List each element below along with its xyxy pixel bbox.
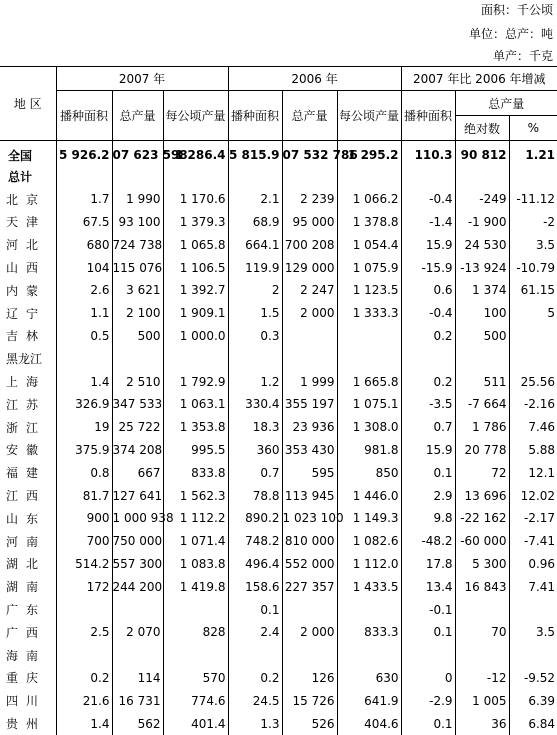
table-cell: 375.9 (56, 439, 112, 462)
table-cell (163, 347, 228, 370)
table-cell: 641.9 (337, 689, 401, 712)
table-cell: 667 (112, 461, 163, 484)
table-cell: 2.1 (228, 188, 282, 211)
table-cell: 78.8 (228, 484, 282, 507)
table-cell: -7 664 (455, 393, 509, 416)
table-cell: 981.8 (337, 439, 401, 462)
table-cell: -22 162 (455, 507, 509, 530)
table-row (0, 439, 557, 462)
table-cell: 81.7 (56, 484, 112, 507)
region-cell: 广西 (0, 621, 56, 644)
table-cell: 2 247 (282, 279, 337, 302)
table-cell (282, 644, 337, 667)
region-cell: 北京 (0, 188, 56, 211)
table-cell: 1 170.6 (163, 188, 228, 211)
table-cell: 347 533 (112, 393, 163, 416)
table-cell: 5 926.2 (56, 141, 112, 166)
table-cell: 1 909.1 (163, 302, 228, 325)
region-cell: 河北 (0, 233, 56, 256)
table-cell: 326.9 (56, 393, 112, 416)
table-cell: 2 (228, 279, 282, 302)
table-cell (509, 347, 557, 370)
table-cell: -60 000 (455, 530, 509, 553)
table-cell: 1.1 (56, 302, 112, 325)
table-cell: 110.3 (401, 141, 455, 166)
table-cell: 1 075.9 (337, 256, 401, 279)
table-cell: 724 738 (112, 233, 163, 256)
table-cell: 1 000 938 (112, 507, 163, 530)
area-unit-note: 面积：千公顷 (480, 3, 553, 17)
region-cell: 广东 (0, 598, 56, 621)
table-cell: 2.5 (56, 621, 112, 644)
table-cell: 07 532 786 (282, 141, 337, 166)
table-cell: 1 000.0 (163, 325, 228, 348)
table-cell: 1.21 (525, 148, 556, 162)
table-cell (56, 598, 112, 621)
table-cell: 1.3 (228, 712, 282, 735)
region-cell: 山东 (0, 507, 56, 530)
table-cell: -3.5 (401, 393, 455, 416)
table-cell: 1 066.2 (337, 188, 401, 211)
table-cell: 6.84 (528, 716, 556, 731)
table-cell: 890.2 (228, 507, 282, 530)
table-cell: 70 (455, 621, 509, 644)
table-cell (112, 644, 163, 667)
table-cell: 20 778 (455, 439, 509, 462)
table-row (0, 644, 557, 667)
table-row (0, 325, 557, 348)
table-cell: 562 (112, 712, 163, 735)
table-cell (337, 644, 401, 667)
region-cell: 黑龙江 (0, 347, 56, 370)
total-row-label2: 总计 (0, 165, 56, 188)
table-cell: 1 063.1 (163, 393, 228, 416)
output-2007-header: 总产量 (112, 91, 163, 141)
table-cell: 1 112.0 (337, 553, 401, 576)
table-cell: 355 197 (282, 393, 337, 416)
table-cell: 2 070 (112, 621, 163, 644)
yield-unit-note: 单产：千克 (492, 49, 553, 63)
table-cell: 774.6 (163, 689, 228, 712)
table-cell: 1 071.4 (163, 530, 228, 553)
table-cell (401, 347, 455, 370)
table-cell: 67.5 (56, 211, 112, 234)
table-cell: 1 083.8 (163, 553, 228, 576)
table-cell: 374 208 (112, 439, 163, 462)
output-unit-note: 单位：总产：吨 (468, 27, 553, 41)
table-cell (112, 347, 163, 370)
table-row (0, 347, 557, 370)
table-cell: 1 286.4 (163, 141, 228, 166)
table-cell: 1 419.8 (163, 575, 228, 598)
table-cell: 1 353.8 (163, 416, 228, 439)
table-cell: 5 815.9 (228, 141, 282, 166)
table-row (0, 621, 557, 644)
table-cell: 595 (282, 461, 337, 484)
table-cell: 2 100 (112, 302, 163, 325)
table-cell: 25.56 (520, 374, 556, 389)
table-cell: 995.5 (163, 439, 228, 462)
region-cell: 湖北 (0, 553, 56, 576)
table-cell (163, 598, 228, 621)
table-cell: 557 300 (112, 553, 163, 576)
table-cell: 1 295.2 (337, 141, 401, 166)
table-cell: 12.1 (528, 465, 556, 480)
table-cell: 526 (282, 712, 337, 735)
region-cell: 山西 (0, 256, 56, 279)
table-cell (455, 598, 509, 621)
table-cell: 129 000 (282, 256, 337, 279)
table-cell: 1.4 (56, 370, 112, 393)
table-cell: 227 357 (282, 575, 337, 598)
region-cell: 安徽 (0, 439, 56, 462)
table-cell: 113 945 (282, 484, 337, 507)
table-cell: 127 641 (112, 484, 163, 507)
table-cell: 1 378.8 (337, 211, 401, 234)
region-header: 地 区 (0, 67, 56, 141)
table-cell: 1 082.6 (337, 530, 401, 553)
table-cell (282, 325, 337, 348)
table-cell: 12.02 (520, 488, 556, 503)
table-cell: 126 (282, 667, 337, 690)
table-cell: 1 562.3 (163, 484, 228, 507)
table-row (0, 279, 557, 302)
table-cell: 1 308.0 (337, 416, 401, 439)
table-cell: 0.5 (56, 325, 112, 348)
table-cell: -13 924 (455, 256, 509, 279)
region-cell: 贵州 (0, 712, 56, 735)
table-cell: 511 (455, 370, 509, 393)
statistics-table (0, 66, 557, 735)
table-cell: -1.4 (401, 211, 455, 234)
total-row-sublabel (0, 165, 557, 188)
table-cell: 172 (56, 575, 112, 598)
table-cell: 404.6 (337, 712, 401, 735)
table-cell: -249 (455, 188, 509, 211)
table-cell: 0.2 (56, 667, 112, 690)
table-cell: 1 112.2 (163, 507, 228, 530)
table-cell: 23 936 (282, 416, 337, 439)
table-cell: 61.15 (520, 283, 556, 298)
table-cell (509, 644, 557, 667)
table-cell: 0.6 (401, 279, 455, 302)
table-cell: 16 843 (455, 575, 509, 598)
table-cell: 2.9 (401, 484, 455, 507)
table-cell: 330.4 (228, 393, 282, 416)
table-cell: 1 065.8 (163, 233, 228, 256)
table-row (0, 575, 557, 598)
table-cell: 514.2 (56, 553, 112, 576)
table-cell: 552 000 (282, 553, 337, 576)
table-cell (56, 644, 112, 667)
table-cell: 7.41 (528, 579, 556, 594)
table-cell: 664.1 (228, 233, 282, 256)
region-cell: 辽宁 (0, 302, 56, 325)
table-row (0, 370, 557, 393)
region-cell: 吉林 (0, 325, 56, 348)
table-cell: 1.2 (228, 370, 282, 393)
table-cell (228, 347, 282, 370)
table-cell (509, 325, 557, 348)
table-cell (509, 598, 557, 621)
table-cell: 5 (547, 306, 556, 321)
table-cell: 1 665.8 (337, 370, 401, 393)
table-cell: 1 075.1 (337, 393, 401, 416)
region-cell: 湖南 (0, 575, 56, 598)
table-cell: 15 726 (282, 689, 337, 712)
table-row (0, 302, 557, 325)
table-row (0, 256, 557, 279)
region-cell: 江苏 (0, 393, 56, 416)
table-cell: 500 (455, 325, 509, 348)
table-cell: 2 000 (282, 621, 337, 644)
table-cell: 24 530 (455, 233, 509, 256)
table-cell: 0 (401, 667, 455, 690)
region-cell: 天津 (0, 211, 56, 234)
table-cell: 1 392.7 (163, 279, 228, 302)
table-cell: 810 000 (282, 530, 337, 553)
region-cell: 重庆 (0, 667, 56, 690)
table-cell (282, 347, 337, 370)
total-output-change-header: 总产量 (455, 91, 557, 116)
table-cell: 1 023 100 (282, 507, 337, 530)
table-cell: 700 (56, 530, 112, 553)
table-cell: 72 (455, 461, 509, 484)
table-cell: 0.1 (401, 461, 455, 484)
region-cell: 海南 (0, 644, 56, 667)
table-cell: 0.1 (401, 621, 455, 644)
yield-2007-header: 每公顷产量 (163, 91, 228, 141)
table-cell: 25 722 (112, 416, 163, 439)
table-cell: -1 900 (455, 211, 509, 234)
table-cell: 1 054.4 (337, 233, 401, 256)
total-row (0, 141, 557, 166)
table-cell: 17.8 (401, 553, 455, 576)
table-cell: -2 (543, 214, 556, 229)
table-cell: 1 433.5 (337, 575, 401, 598)
table-cell: -2.17 (523, 511, 556, 526)
table-cell: 1.4 (56, 712, 112, 735)
table-cell: 0.2 (228, 667, 282, 690)
table-cell (401, 644, 455, 667)
table-cell: 21.6 (56, 689, 112, 712)
table-cell: 1 149.3 (337, 507, 401, 530)
table-cell: -48.2 (401, 530, 455, 553)
table-cell: 0.2 (401, 325, 455, 348)
table-cell (455, 347, 509, 370)
table-cell: 496.4 (228, 553, 282, 576)
table-cell: 1 786 (455, 416, 509, 439)
table-cell: -11.12 (516, 192, 556, 207)
table-cell: 15.9 (401, 233, 455, 256)
sown-area-2007-header: 播种面积 (56, 91, 112, 141)
table-cell: -12 (455, 667, 509, 690)
table-cell (455, 644, 509, 667)
table-cell: 7.46 (528, 420, 556, 435)
table-cell: 0.8 (56, 461, 112, 484)
table-row (0, 712, 557, 735)
table-cell: 0.3 (228, 325, 282, 348)
table-cell: 3 621 (112, 279, 163, 302)
table-cell: 0.96 (528, 556, 556, 571)
year-2007-header: 2007 年 (56, 67, 228, 91)
table-row (0, 507, 557, 530)
table-cell: 100 (455, 302, 509, 325)
yield-2006-header: 每公顷产量 (337, 91, 401, 141)
table-cell: 0.7 (228, 461, 282, 484)
absolute-change-header: 绝对数 (455, 116, 509, 141)
region-cell: 四川 (0, 689, 56, 712)
table-cell: -0.4 (401, 302, 455, 325)
table-cell: 0.1 (228, 598, 282, 621)
table-cell: 1 106.5 (163, 256, 228, 279)
table-cell: 1 379.3 (163, 211, 228, 234)
table-cell: 0.7 (401, 416, 455, 439)
table-cell: 1 990 (112, 188, 163, 211)
table-cell: -2.9 (401, 689, 455, 712)
table-cell: 2.6 (56, 279, 112, 302)
table-row (0, 689, 557, 712)
region-cell: 河南 (0, 530, 56, 553)
table-cell: 3.5 (535, 237, 556, 252)
table-cell: 93 100 (112, 211, 163, 234)
table-cell (163, 644, 228, 667)
table-cell: 570 (163, 667, 228, 690)
table-row (0, 188, 557, 211)
sown-area-2006-header: 播种面积 (228, 91, 282, 141)
table-cell: -9.52 (523, 670, 556, 685)
table-cell (337, 347, 401, 370)
table-cell: 5 300 (455, 553, 509, 576)
table-row (0, 393, 557, 416)
table-row (0, 233, 557, 256)
table-cell: 2 510 (112, 370, 163, 393)
table-cell: 1 374 (455, 279, 509, 302)
table-cell: 700 208 (282, 233, 337, 256)
table-cell: 244 200 (112, 575, 163, 598)
table-cell (228, 644, 282, 667)
table-cell: 1.7 (56, 188, 112, 211)
table-cell: 2 239 (282, 188, 337, 211)
table-cell: 9.8 (401, 507, 455, 530)
table-cell: 1 792.9 (163, 370, 228, 393)
table-cell: 119.9 (228, 256, 282, 279)
table-cell: 630 (337, 667, 401, 690)
table-cell: 13.4 (401, 575, 455, 598)
table-cell: 90 812 (455, 141, 509, 166)
sown-area-change-header: 播种面积 (401, 91, 455, 141)
region-cell: 内蒙 (0, 279, 56, 302)
table-cell: 850 (337, 461, 401, 484)
percent-change-header: % (509, 116, 557, 141)
table-row (0, 667, 557, 690)
table-cell: 353 430 (282, 439, 337, 462)
table-cell: 07 623 598 (112, 141, 163, 166)
total-row-label: 全国 (0, 141, 56, 166)
table-cell (337, 598, 401, 621)
table-row (0, 461, 557, 484)
table-cell: 2 000 (282, 302, 337, 325)
table-cell: 500 (112, 325, 163, 348)
table-cell: 6.39 (528, 693, 556, 708)
table-row (0, 416, 557, 439)
table-cell: 1.5 (228, 302, 282, 325)
table-cell (337, 325, 401, 348)
table-cell: 2.4 (228, 621, 282, 644)
region-cell: 上海 (0, 370, 56, 393)
region-cell: 浙江 (0, 416, 56, 439)
table-cell: 750 000 (112, 530, 163, 553)
table-cell: 1 999 (282, 370, 337, 393)
table-cell: 401.4 (163, 712, 228, 735)
table-cell: 833.8 (163, 461, 228, 484)
table-cell: 5.88 (528, 442, 556, 457)
table-cell: 1 333.3 (337, 302, 401, 325)
table-cell: -15.9 (401, 256, 455, 279)
table-cell: 158.6 (228, 575, 282, 598)
table-row (0, 553, 557, 576)
region-cell: 福建 (0, 461, 56, 484)
table-cell: 95 000 (282, 211, 337, 234)
change-header: 2007 年比 2006 年增减 (401, 67, 557, 91)
table-cell: 1 123.5 (337, 279, 401, 302)
table-row (0, 598, 557, 621)
table-row (0, 530, 557, 553)
table-cell: 36 (455, 712, 509, 735)
table-cell: 15.9 (401, 439, 455, 462)
table-cell: 0.2 (401, 370, 455, 393)
table-cell: 68.9 (228, 211, 282, 234)
table-cell: 1 446.0 (337, 484, 401, 507)
table-cell: 114 (112, 667, 163, 690)
table-cell: 833.3 (337, 621, 401, 644)
table-cell: 680 (56, 233, 112, 256)
table-cell (112, 598, 163, 621)
table-cell (282, 598, 337, 621)
table-cell: 360 (228, 439, 282, 462)
output-2006-header: 总产量 (282, 91, 337, 141)
year-2006-header: 2006 年 (228, 67, 401, 91)
table-cell: -0.4 (401, 188, 455, 211)
table-cell: 24.5 (228, 689, 282, 712)
region-cell: 江西 (0, 484, 56, 507)
table-cell: 104 (56, 256, 112, 279)
table-cell: 115 076 (112, 256, 163, 279)
table-cell: -0.1 (401, 598, 455, 621)
table-cell: 828 (163, 621, 228, 644)
table-cell: -2.16 (523, 397, 556, 412)
table-cell: -7.41 (523, 534, 556, 549)
table-cell: 13 696 (455, 484, 509, 507)
table-cell: 16 731 (112, 689, 163, 712)
table-cell: 748.2 (228, 530, 282, 553)
table-cell: 3.5 (535, 625, 556, 640)
table-cell: 0.1 (401, 712, 455, 735)
table-cell: 900 (56, 507, 112, 530)
table-row (0, 484, 557, 507)
table-cell: 19 (56, 416, 112, 439)
table-cell: 1 005 (455, 689, 509, 712)
table-cell: -10.79 (516, 260, 556, 275)
table-cell (56, 347, 112, 370)
table-cell: 18.3 (228, 416, 282, 439)
table-row (0, 211, 557, 234)
